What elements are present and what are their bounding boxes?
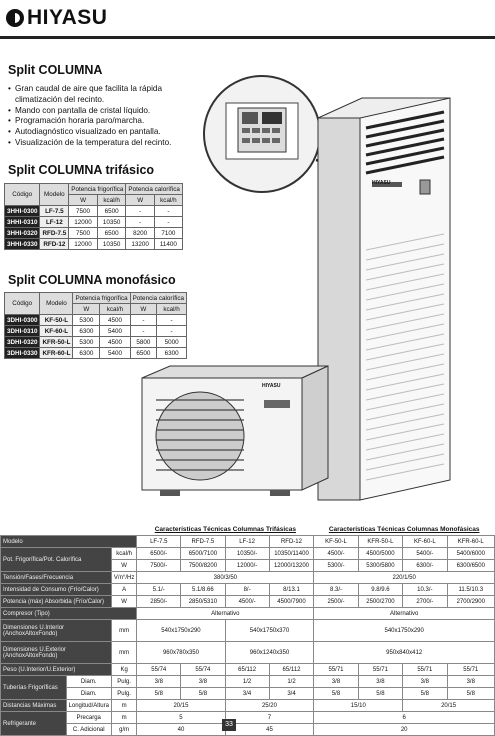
cell: KF-50-L (40, 315, 73, 326)
col-codigo: Código (5, 184, 40, 206)
cell: 5/8 (447, 688, 495, 700)
table-row (1, 642, 495, 664)
cell: 40 (137, 724, 225, 736)
cell: 55/74 (181, 664, 225, 676)
col-kcal: kcal/h (154, 195, 182, 206)
cell: 65/112 (225, 664, 269, 676)
cell: 7 (225, 712, 314, 724)
section-title-trifasico: Split COLUMNA trifásico (8, 163, 155, 177)
table-row (1, 572, 495, 584)
cell: 6500/- (137, 548, 181, 560)
unit: Pulg. (111, 688, 136, 700)
unit: W (111, 596, 136, 608)
table-row (1, 548, 495, 560)
cell: 5.1/- (137, 584, 181, 596)
cell: 950x840x412 (314, 642, 495, 664)
col-calor: Potencia calorífica (130, 293, 186, 304)
cell: 6300 (157, 348, 187, 359)
spec-mono-title: Características Técnicas Columnas Monofásicas (328, 526, 480, 533)
col-kcal: kcal/h (100, 304, 130, 315)
cell: KFR-50-L (40, 337, 73, 348)
cell: 8/- (225, 584, 269, 596)
cell: 45 (225, 724, 314, 736)
unit: Pulg. (111, 676, 136, 688)
row-label-potencia: Pot. Frigorífica/Pot. Calorífica (1, 548, 112, 572)
row-label-tension: Tensión/Fases/Frecuencia (1, 572, 112, 584)
section-title-split-columna: Split COLUMNA (8, 63, 103, 77)
cell: 3/8 (403, 676, 447, 688)
cell: 220/1/50 (314, 572, 495, 584)
cell: 2500/- (314, 596, 358, 608)
cell: 2700/- (403, 596, 447, 608)
cell: 2500/2700 (358, 596, 403, 608)
sub-label: Precarga (66, 712, 111, 724)
cell: 5/8 (181, 688, 225, 700)
cell: 5400/- (403, 548, 447, 560)
cell: - (157, 326, 187, 337)
sub-label: Diam. (66, 676, 111, 688)
cell: 3DHI-0320 (5, 337, 40, 348)
table-row (1, 688, 495, 700)
cell: 540x1750x290 (314, 620, 495, 642)
remote-control-detail (204, 76, 320, 192)
unit: W (111, 560, 136, 572)
cell: 3/8 (447, 676, 495, 688)
cell: Alternativo (137, 608, 314, 620)
cell: 2700/2900 (447, 596, 495, 608)
cell: 5400 (100, 348, 130, 359)
cell: - (154, 206, 182, 217)
row-label-peso: Peso (U.Interior/U.Exterior) (1, 664, 112, 676)
unit: m (111, 712, 136, 724)
cell: 25/20 (225, 700, 314, 712)
cell: 5 (137, 712, 225, 724)
cell: - (126, 217, 155, 228)
cell: 8.3/- (314, 584, 358, 596)
table-row (1, 596, 495, 608)
cell: 5300/5800 (358, 560, 403, 572)
cell: 8/13.1 (269, 584, 314, 596)
unit: mm (111, 620, 136, 642)
cell: 540x1750x370 (225, 620, 314, 642)
cell: 3/4 (269, 688, 314, 700)
cell: 9.8/9.6 (358, 584, 403, 596)
table-row (1, 536, 495, 548)
cell: KF-60-L (40, 326, 73, 337)
cell: 5400/6000 (447, 548, 495, 560)
cell: KF-50-L (314, 536, 358, 548)
cell: RFD-12 (269, 536, 314, 548)
cell: 8200 (126, 228, 155, 239)
feature-item: • Programación horaria paro/marcha. (8, 116, 208, 127)
row-label-tuberias: Tuberías Frigoríficas (1, 676, 67, 700)
cell: 6500 (97, 228, 126, 239)
cell: 5800 (130, 337, 157, 348)
cell: 6 (314, 712, 495, 724)
row-label-dim-ext: Dimensiones U.Exterior (AnchoxAltoxFondo) (1, 642, 112, 664)
col-frig: Potencia frigorífica (69, 184, 126, 195)
feature-item: • Autodiagnóstico visualizado en pantalla. (8, 127, 208, 138)
cell: 7500/- (137, 560, 181, 572)
cell: 12000 (69, 217, 98, 228)
cell: 10.3/- (403, 584, 447, 596)
cell: 1/2 (225, 676, 269, 688)
unit: g/m (111, 724, 136, 736)
row-label-compresor: Compresor (Tipo) (1, 608, 137, 620)
brand-name: HIYASU (27, 6, 108, 29)
cell: 10350/- (225, 548, 269, 560)
cell: 5/8 (314, 688, 358, 700)
row-label-refrigerante: Refrigerante (1, 712, 67, 736)
unit: mm (111, 642, 136, 664)
unit: m (111, 700, 136, 712)
cell: 6300/- (403, 560, 447, 572)
cell: 7500 (69, 206, 98, 217)
table-row (1, 584, 495, 596)
unit: kcal/h (111, 548, 136, 560)
cell: 65/112 (269, 664, 314, 676)
cell: 10350 (97, 239, 126, 250)
cell: 2850/5310 (181, 596, 225, 608)
cell: 3/8 (137, 676, 181, 688)
cell: 55/71 (447, 664, 495, 676)
table-row (1, 700, 495, 712)
cell: KFR-50-L (358, 536, 403, 548)
cell: LF-7.5 (40, 206, 69, 217)
sub-label: Diam. (66, 688, 111, 700)
col-kcal: kcal/h (157, 304, 187, 315)
cell: 20 (314, 724, 495, 736)
cell: 11.5/10.3 (447, 584, 495, 596)
cell: 15/10 (314, 700, 403, 712)
cell: 5400 (100, 326, 130, 337)
col-codigo: Código (5, 293, 40, 315)
cell: 4500/- (314, 548, 358, 560)
cell: KF-60-L (403, 536, 447, 548)
row-label-potencia-abs: Potencia (máx) Absorbida (Frío/Calor) (1, 596, 112, 608)
cell: 3DHI-0310 (5, 326, 40, 337)
cell: 5300 (73, 337, 100, 348)
cell: 7100 (154, 228, 182, 239)
cell: 20/15 (137, 700, 225, 712)
row-label-distancias: Distancias Máximas (1, 700, 67, 712)
cell: 5300 (73, 315, 100, 326)
cell: 3DHI-0300 (5, 315, 40, 326)
cell: LF-12 (225, 536, 269, 548)
cell: 3/8 (181, 676, 225, 688)
cell: 6500 (130, 348, 157, 359)
cell: - (154, 217, 182, 228)
cell: 6300 (73, 348, 100, 359)
row-label-modelo: Modelo (1, 536, 137, 548)
row-label-dim-int: Dimensiones U.Interior (AnchoxAltoxFondo) (1, 620, 112, 642)
sub-label: Longitud/Altura (66, 700, 111, 712)
spec-table (0, 524, 495, 736)
cell: 13200 (126, 239, 155, 250)
cell: 380/3/50 (137, 572, 314, 584)
cell: KFR-60-L (447, 536, 495, 548)
col-w: W (126, 195, 155, 206)
cell: 3HHI-0330 (5, 239, 40, 250)
cell: LF-7.5 (137, 536, 181, 548)
cell: 4500/5000 (358, 548, 403, 560)
cell: 4500 (100, 315, 130, 326)
cell: 4500 (100, 337, 130, 348)
col-w: W (130, 304, 157, 315)
cell: 12000 (69, 239, 98, 250)
cell: 6500 (97, 206, 126, 217)
cell: 960x780x350 (137, 642, 225, 664)
cell: 55/71 (358, 664, 403, 676)
cell: 6300/6500 (447, 560, 495, 572)
cell: 5/8 (137, 688, 181, 700)
unit: V/n°/Hz (111, 572, 136, 584)
cell: 5300/- (314, 560, 358, 572)
cell: RFD-7.5 (181, 536, 225, 548)
feature-item: • Mando con pantalla de cristal líquido. (8, 106, 208, 117)
table-row (1, 664, 495, 676)
cell: - (130, 315, 157, 326)
page-number: 33 (222, 719, 236, 731)
cell: - (126, 206, 155, 217)
cell: RFD-12 (40, 239, 69, 250)
cell: 55/71 (314, 664, 358, 676)
cell: 3HHI-0320 (5, 228, 40, 239)
cell: 10350/11400 (269, 548, 314, 560)
col-w: W (69, 195, 98, 206)
cell: 7500 (69, 228, 98, 239)
cell: 3HHI-0310 (5, 217, 40, 228)
cell: 2850/- (137, 596, 181, 608)
spec-tri-title: Características Técnicas Columnas Trifásicas (154, 526, 296, 533)
cell: 3DHI-0330 (5, 348, 40, 359)
cell: 5.1/8.66 (181, 584, 225, 596)
cell: 6500/7100 (181, 548, 225, 560)
col-modelo: Modelo (40, 293, 73, 315)
cell: 20/15 (403, 700, 495, 712)
cell: 3HHI-0300 (5, 206, 40, 217)
cell: 4500/- (225, 596, 269, 608)
cell: 3/4 (225, 688, 269, 700)
table-row (1, 712, 495, 724)
cell: 3/8 (358, 676, 403, 688)
table-row (1, 608, 495, 620)
cell: 540x1750x290 (137, 620, 225, 642)
col-w: W (73, 304, 100, 315)
outdoor-unit (142, 366, 328, 496)
cell: - (157, 315, 187, 326)
cell: 3/8 (314, 676, 358, 688)
cell: 1/2 (269, 676, 314, 688)
cell: 10350 (97, 217, 126, 228)
col-calor: Potencia calorífica (126, 184, 182, 195)
table-row (1, 676, 495, 688)
col-modelo: Modelo (40, 184, 69, 206)
table-row (1, 724, 495, 736)
indoor-unit-brand: HIYASU (372, 180, 391, 186)
cell: 960x1240x350 (225, 642, 314, 664)
table-row (1, 620, 495, 642)
unit: A (111, 584, 136, 596)
cell: 5/8 (403, 688, 447, 700)
feature-item: • Gran caudal de aire que facilita la rápida climatización del recinto. (8, 84, 208, 106)
cell: KFR-60-L (40, 348, 73, 359)
col-kcal: kcal/h (97, 195, 126, 206)
cell: 4500/7900 (269, 596, 314, 608)
cell: 7500/8200 (181, 560, 225, 572)
row-label-intensidad: Intensidad de Consumo (Frío/Calor) (1, 584, 112, 596)
cell: 12000/13200 (269, 560, 314, 572)
cell: 5000 (157, 337, 187, 348)
cell: LF-12 (40, 217, 69, 228)
indoor-column-unit (318, 98, 450, 500)
cell: 5/8 (358, 688, 403, 700)
cell: 6300 (73, 326, 100, 337)
outdoor-unit-brand: HIYASU (262, 383, 281, 389)
cell: 11400 (154, 239, 182, 250)
cell: - (130, 326, 157, 337)
cell: 55/74 (137, 664, 181, 676)
section-title-monofasico: Split COLUMNA monofásico (8, 273, 176, 287)
feature-item: • Visualización de la temperatura del recinto. (8, 138, 208, 149)
unit: Kg (111, 664, 136, 676)
col-frig: Potencia frigorífica (73, 293, 130, 304)
cell: 55/71 (403, 664, 447, 676)
cell: Alternativo (314, 608, 495, 620)
sub-label: C. Adicional (66, 724, 111, 736)
cell: 12000/- (225, 560, 269, 572)
cell: RFD-7.5 (40, 228, 69, 239)
